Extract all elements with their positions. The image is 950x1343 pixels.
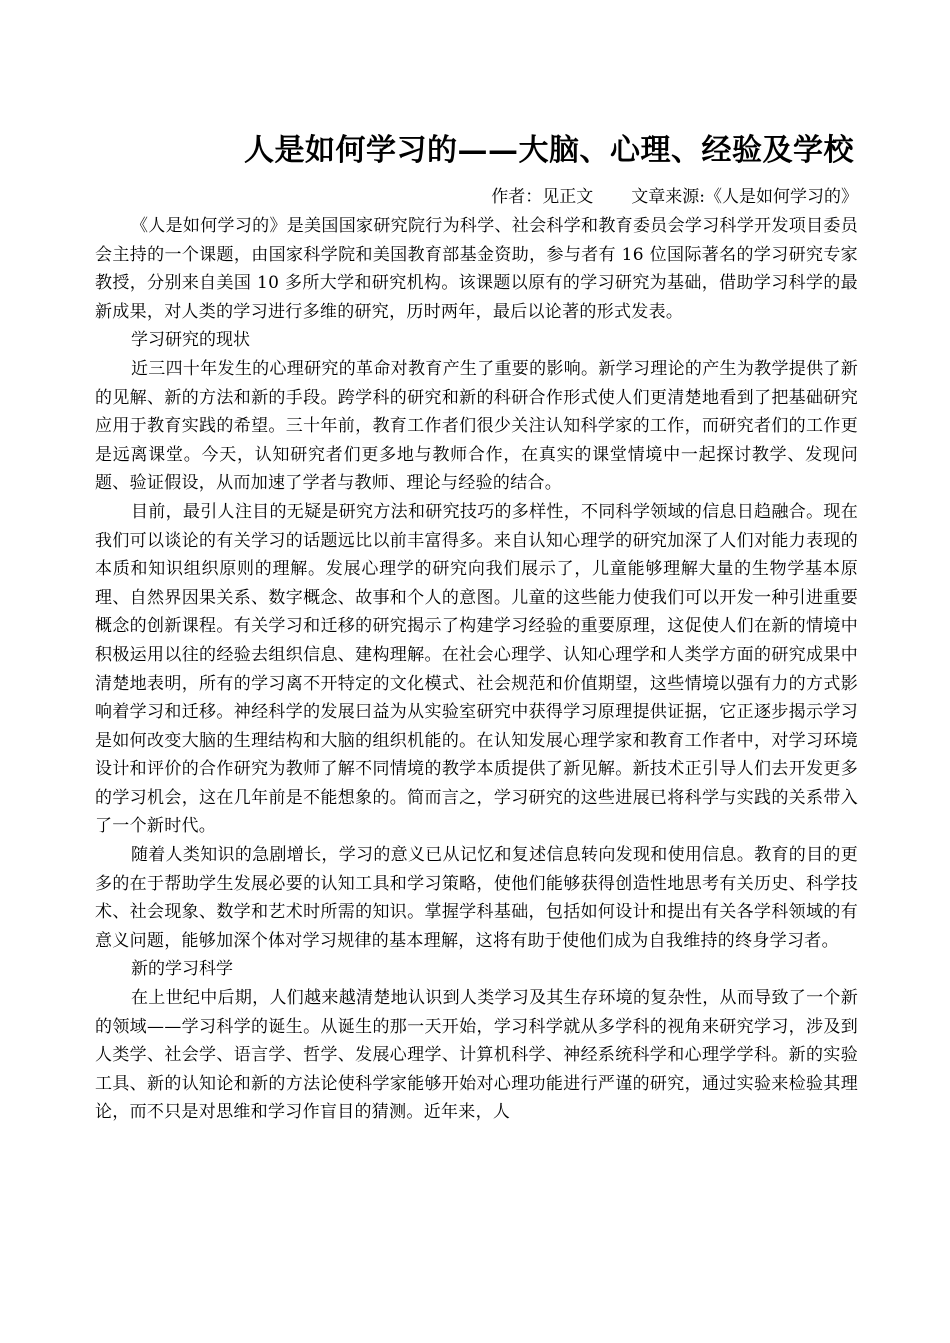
byline — [95, 182, 858, 212]
paragraph-birth-of-field: 在上世纪中后期，人们越来越清楚地认识到人类学习及其生存环境的复杂性，从而导致了一个新的领域——学习科学的诞生。从诞生的那一天开始，学习科学就从多学科的视角来研究学习，涉及到人类学、社会学、语言学、哲学、发展心理学、计算机科学、神经系统科学和心理学学科。新的实验工具、新的认知论和新的方法论使科学家能够开始对心理功能进行严谨的研究，通过实验来检验其理论，而不只是对思维和学习作盲目的猜测。近年来，人 — [95, 988, 858, 1123]
source-line: 文章来源:《人是如何学习的》 — [631, 187, 858, 207]
paragraph-revolution: 近三四十年发生的心理研究的革命对教育产生了重要的影响。新学习理论的产生为教学提供了新的见解、新的方法和新的手段。跨学科的研究和新的科研合作形式使人们更清楚地看到了把基础研究应用于教育实践的希望。三十年前，教育工作者们很少关注认知科学家的工作，而研究者们的工作更是远离课堂。今天，认知研究者们更多地与教师合作，在真实的课堂情境中一起探讨教学、发现问题、验证假设，从而加速了学者与教师、理论与经验的结合。 — [95, 358, 858, 494]
document-title: 人是如何学习的——大脑、心理、经验及学校 — [244, 133, 854, 168]
paragraph-knowledge-growth: 随着人类知识的急剧增长，学习的意义已从记忆和复述信息转向发现和使用信息。教育的目的更多的在于帮助学生发展必要的认知工具和学习策略，使他们能够获得创造性地思考有关历史、科学技术、社会现象、数学和艺术时所需的知识。掌握学科基础，包括如何设计和提出有关各学科领域的有意义问题，能够加深个体对学习规律的基本理解，这将有助于使他们成为自我维持的终身学习者。 — [95, 845, 858, 951]
section-heading-new-science: 新的学习科学 — [131, 959, 233, 980]
document-page — [95, 128, 858, 1127]
author-line: 作者：见正文 — [491, 187, 594, 207]
paragraph-intro: 《人是如何学习的》是美国国家研究院行为科学、社会科学和教育委员会学习科学开发项目委员会主持的一个课题，由国家科学院和美国教育部基金资助，参与者有 16 位国际著名的学习研究专家教授，分别来自美国 10 多所大学和研究机构。该课题以原有的学习研究为基础，借助学习科学的最新成果，对人类的学习进行多维的研究，历时两年，最后以论著的形式发表。 — [95, 216, 858, 322]
paragraph-diversity: 目前，最引人注目的无疑是研究方法和研究技巧的多样性，不同科学领域的信息日趋融合。现在我们可以谈论的有关学习的话题远比以前丰富得多。来自认知心理学的研究加深了人们对能力表现的本质和知识组织原则的理解。发展心理学的研究向我们展示了，儿童能够理解大量的生物学基本原理、自然界因果关系、数字概念、故事和个人的意图。儿童的这些能力使我们可以开发一种引进重要概念的创新课程。有关学习和迁移的研究揭示了构建学习经验的重要原理，这促使人们在新的情境中积极运用以往的经验去组织信息、建构理解。在社会心理学、认知心理学和人类学方面的研究成果中清楚地表明，所有的学习离不开特定的文化模式、社会规范和价值期望，这些情境以强有力的方式影响着学习和迁移。神经科学的发展曰益为从实验室研究中获得学习原理提供证据，它正逐步揭示学习是如何改变大脑的生理结构和大脑的组织机能的。在认知发展心理学家和教育工作者中，对学习环境设计和评价的合作研究为教师了解不同情境的教学本质提供了新见解。新技术正引导人们去开发更多的学习机会，这在几年前是不能想象的。简而言之，学习研究的这些进展已将科学与实践的关系带入了一个新时代。 — [95, 501, 858, 837]
section-heading-current-status: 学习研究的现状 — [131, 330, 250, 351]
